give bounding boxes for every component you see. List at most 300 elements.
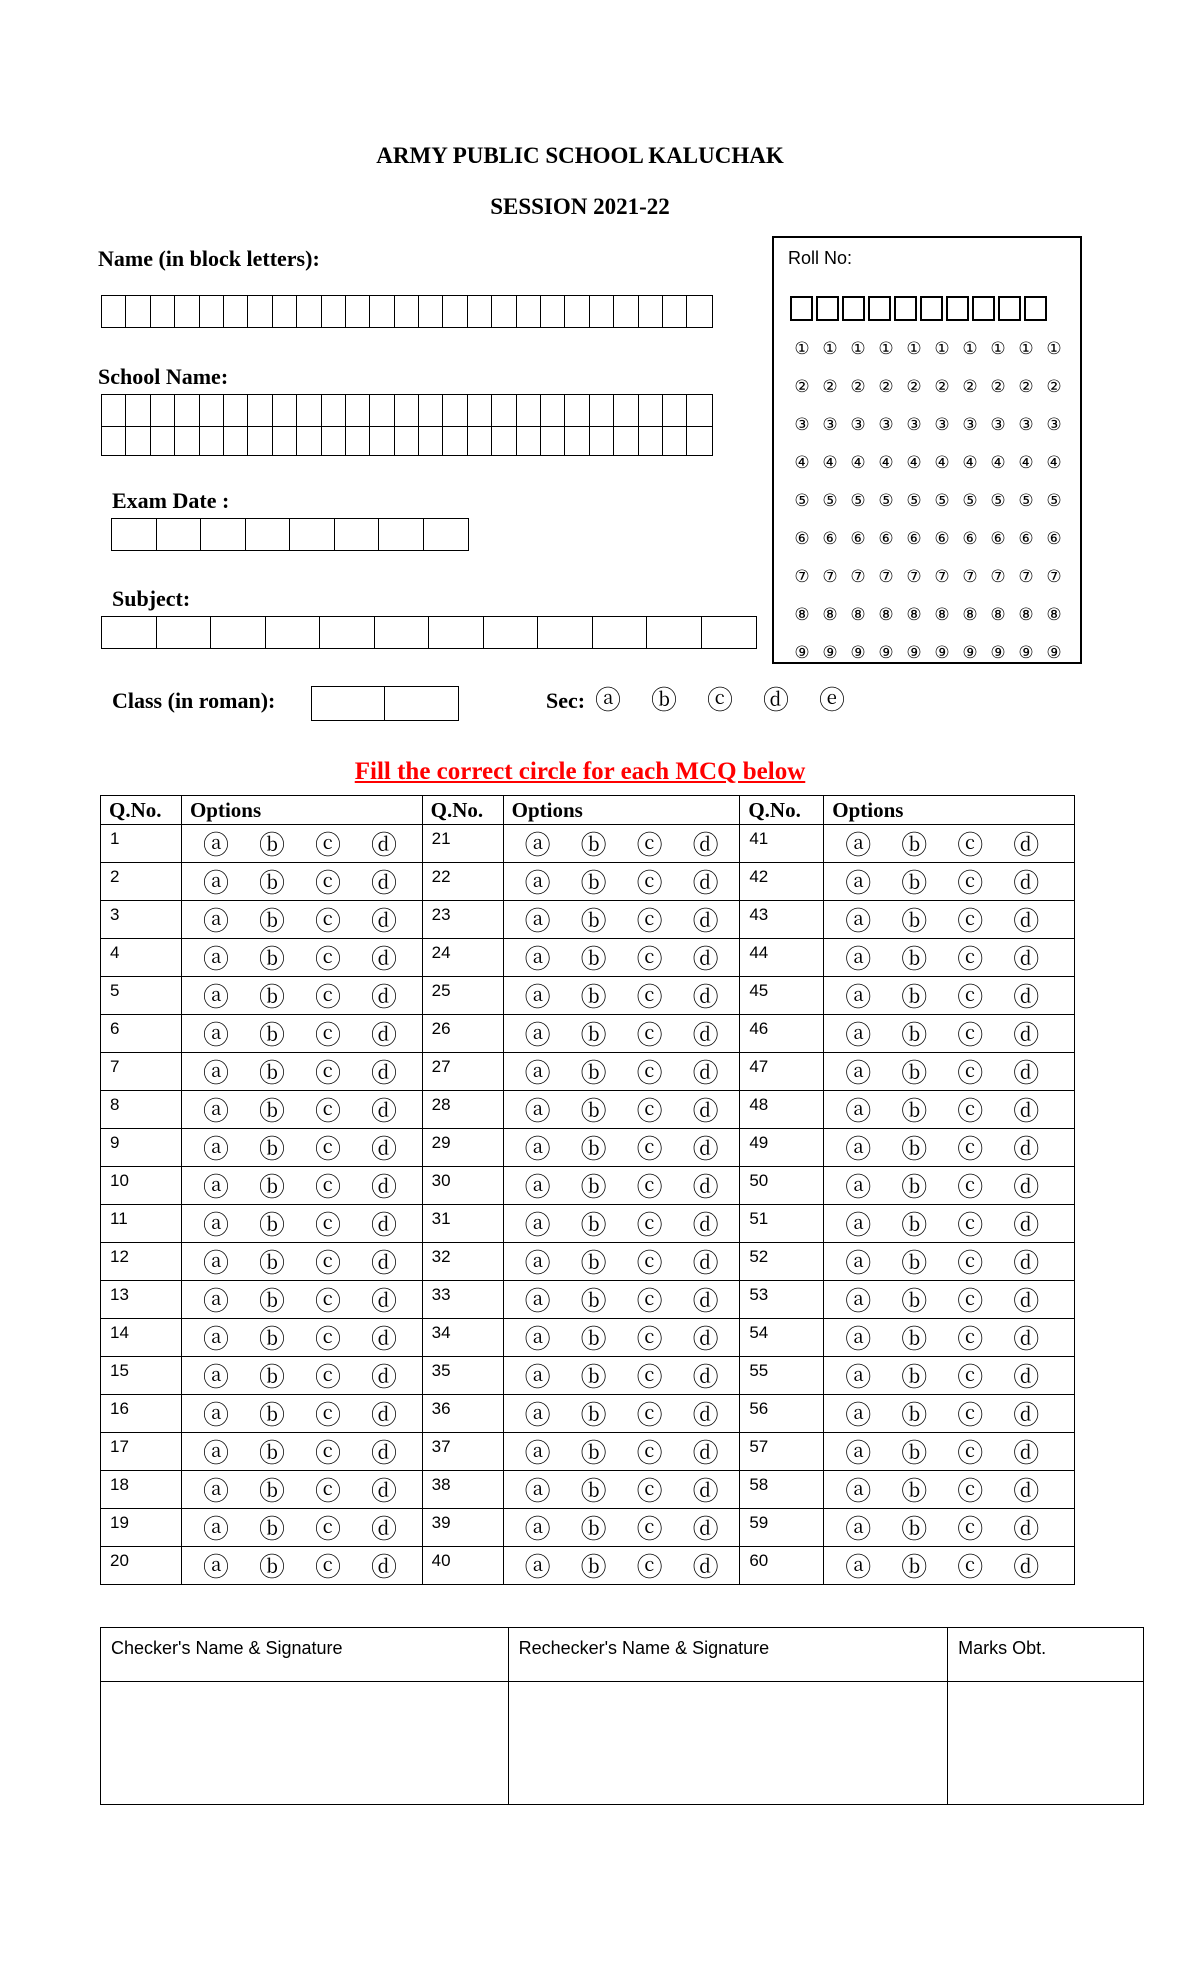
option-bubble[interactable]: ⓑ <box>901 1401 928 1431</box>
option-bubble[interactable]: ⓐ <box>524 869 551 899</box>
letter-box[interactable] <box>297 427 321 455</box>
option-bubble[interactable]: ⓑ <box>258 983 285 1013</box>
roll-digit-box[interactable] <box>790 296 813 321</box>
letter-box[interactable] <box>590 296 614 327</box>
option-bubble[interactable]: ⓒ <box>636 945 663 975</box>
option-bubble[interactable]: ⓒ <box>957 1059 984 1089</box>
letter-box[interactable] <box>468 427 492 455</box>
option-bubble[interactable]: ⓑ <box>580 1211 607 1241</box>
roll-digit-bubble[interactable]: ① <box>934 339 950 358</box>
option-bubble[interactable]: ⓐ <box>845 1021 872 1051</box>
option-bubble[interactable]: ⓑ <box>580 1249 607 1279</box>
option-bubble[interactable]: ⓒ <box>314 1059 341 1089</box>
letter-box[interactable] <box>248 395 272 426</box>
roll-digit-box[interactable] <box>842 296 865 321</box>
option-bubble[interactable]: ⓐ <box>845 1097 872 1127</box>
option-bubble[interactable]: ⓓ <box>370 1021 397 1051</box>
option-bubble[interactable]: ⓓ <box>692 869 719 899</box>
option-bubble[interactable]: ⓓ <box>1013 907 1040 937</box>
option-bubble[interactable]: ⓐ <box>202 1515 229 1545</box>
option-bubble[interactable]: ⓐ <box>524 831 551 861</box>
option-bubble[interactable]: ⓑ <box>580 1363 607 1393</box>
roll-digit-bubble[interactable]: ⑥ <box>906 529 922 548</box>
option-bubble[interactable]: ⓓ <box>1013 1515 1040 1545</box>
roll-digit-bubble[interactable]: ⑥ <box>878 529 894 548</box>
option-bubble[interactable]: ⓒ <box>314 1097 341 1127</box>
option-bubble[interactable]: ⓓ <box>1013 1097 1040 1127</box>
letter-box[interactable] <box>273 395 297 426</box>
roll-digit-bubble[interactable]: ⑥ <box>794 529 810 548</box>
roll-digit-bubble[interactable]: ① <box>1018 339 1034 358</box>
roll-digit-bubble[interactable]: ⑥ <box>934 529 950 548</box>
letter-box[interactable] <box>273 296 297 327</box>
roll-digit-bubble[interactable]: ⑨ <box>1046 643 1062 662</box>
option-bubble[interactable]: ⓓ <box>1013 1401 1040 1431</box>
option-bubble[interactable]: ⓐ <box>845 1287 872 1317</box>
roll-digit-bubble[interactable]: ⑨ <box>1018 643 1034 662</box>
subject-boxes[interactable] <box>101 616 757 649</box>
option-bubble[interactable]: ⓓ <box>370 945 397 975</box>
letter-box[interactable] <box>419 395 443 426</box>
roll-digit-bubble[interactable]: ⑧ <box>962 605 978 624</box>
option-bubble[interactable]: ⓐ <box>845 1401 872 1431</box>
letter-box[interactable] <box>322 296 346 327</box>
option-bubble[interactable]: ⓐ <box>845 907 872 937</box>
letter-box[interactable] <box>590 427 614 455</box>
option-bubble[interactable]: ⓓ <box>1013 869 1040 899</box>
option-bubble[interactable]: ⓑ <box>901 1173 928 1203</box>
option-bubble[interactable]: ⓑ <box>580 1287 607 1317</box>
option-bubble[interactable]: ⓒ <box>957 1553 984 1583</box>
option-bubble[interactable]: ⓑ <box>258 1097 285 1127</box>
letter-box[interactable] <box>492 296 516 327</box>
option-bubble[interactable]: ⓒ <box>957 945 984 975</box>
option-bubble[interactable]: ⓓ <box>370 1553 397 1583</box>
option-bubble[interactable]: ⓒ <box>314 983 341 1013</box>
option-bubble[interactable]: ⓐ <box>845 1211 872 1241</box>
letter-box[interactable] <box>468 296 492 327</box>
letter-box[interactable] <box>663 296 687 327</box>
option-bubble[interactable]: ⓐ <box>845 1439 872 1469</box>
option-bubble[interactable]: ⓑ <box>901 983 928 1013</box>
roll-digit-bubble[interactable]: ⑦ <box>878 567 894 586</box>
letter-box[interactable] <box>200 296 224 327</box>
letter-box[interactable] <box>290 519 335 550</box>
letter-box[interactable] <box>687 296 711 327</box>
option-bubble[interactable]: ⓓ <box>692 983 719 1013</box>
letter-box[interactable] <box>320 617 375 648</box>
roll-digit-bubble[interactable]: ⑧ <box>990 605 1006 624</box>
letter-box[interactable] <box>590 395 614 426</box>
option-bubble[interactable]: ⓑ <box>901 1363 928 1393</box>
letter-box[interactable] <box>687 427 711 455</box>
letter-box[interactable] <box>663 427 687 455</box>
option-bubble[interactable]: ⓒ <box>636 1135 663 1165</box>
roll-digit-bubble[interactable]: ⑦ <box>934 567 950 586</box>
option-bubble[interactable]: ⓒ <box>636 1059 663 1089</box>
roll-digit-bubble[interactable]: ⑦ <box>906 567 922 586</box>
option-bubble[interactable]: ⓓ <box>1013 1325 1040 1355</box>
option-bubble[interactable]: ⓓ <box>1013 1287 1040 1317</box>
roll-digit-bubble[interactable]: ③ <box>934 415 950 434</box>
roll-digit-box[interactable] <box>920 296 943 321</box>
option-bubble[interactable]: ⓒ <box>636 1249 663 1279</box>
option-bubble[interactable]: ⓐ <box>524 1173 551 1203</box>
option-bubble[interactable]: ⓓ <box>370 1401 397 1431</box>
letter-box[interactable] <box>126 427 150 455</box>
option-bubble[interactable]: ⓐ <box>202 1553 229 1583</box>
section-option-bubble[interactable]: ⓓ <box>762 685 789 715</box>
option-bubble[interactable]: ⓒ <box>636 1515 663 1545</box>
option-bubble[interactable]: ⓑ <box>901 1021 928 1051</box>
option-bubble[interactable]: ⓐ <box>202 1287 229 1317</box>
roll-digit-box[interactable] <box>946 296 969 321</box>
section-option-bubble[interactable]: ⓑ <box>650 685 677 715</box>
roll-digit-box[interactable] <box>1024 296 1047 321</box>
option-bubble[interactable]: ⓒ <box>314 1135 341 1165</box>
option-bubble[interactable]: ⓓ <box>1013 1211 1040 1241</box>
option-bubble[interactable]: ⓑ <box>258 1135 285 1165</box>
roll-digit-bubble[interactable]: ⑦ <box>1046 567 1062 586</box>
option-bubble[interactable]: ⓓ <box>692 1439 719 1469</box>
option-bubble[interactable]: ⓓ <box>370 1173 397 1203</box>
option-bubble[interactable]: ⓓ <box>692 1059 719 1089</box>
option-bubble[interactable]: ⓑ <box>901 1477 928 1507</box>
letter-box[interactable] <box>639 427 663 455</box>
option-bubble[interactable]: ⓑ <box>580 1135 607 1165</box>
roll-digit-bubble[interactable]: ③ <box>850 415 866 434</box>
letter-box[interactable] <box>335 519 380 550</box>
roll-digit-bubble[interactable]: ② <box>1018 377 1034 396</box>
option-bubble[interactable]: ⓐ <box>524 945 551 975</box>
option-bubble[interactable]: ⓐ <box>202 1021 229 1051</box>
option-bubble[interactable]: ⓒ <box>314 945 341 975</box>
roll-digit-bubble[interactable]: ⑥ <box>822 529 838 548</box>
letter-box[interactable] <box>370 427 394 455</box>
option-bubble[interactable]: ⓒ <box>957 1325 984 1355</box>
option-bubble[interactable]: ⓓ <box>692 1477 719 1507</box>
option-bubble[interactable]: ⓐ <box>202 1401 229 1431</box>
letter-box[interactable] <box>429 617 484 648</box>
option-bubble[interactable]: ⓑ <box>258 1249 285 1279</box>
roll-digit-bubble[interactable]: ⑤ <box>850 491 866 510</box>
letter-box[interactable] <box>517 395 541 426</box>
option-bubble[interactable]: ⓓ <box>370 1211 397 1241</box>
option-bubble[interactable]: ⓓ <box>1013 1439 1040 1469</box>
option-bubble[interactable]: ⓓ <box>1013 983 1040 1013</box>
option-bubble[interactable]: ⓓ <box>692 831 719 861</box>
option-bubble[interactable]: ⓒ <box>636 1211 663 1241</box>
letter-box[interactable] <box>224 395 248 426</box>
letter-box[interactable] <box>614 427 638 455</box>
roll-digit-bubble[interactable]: ④ <box>1046 453 1062 472</box>
option-bubble[interactable]: ⓓ <box>370 1059 397 1089</box>
option-bubble[interactable]: ⓐ <box>524 1325 551 1355</box>
option-bubble[interactable]: ⓐ <box>845 983 872 1013</box>
letter-box[interactable] <box>702 617 757 648</box>
option-bubble[interactable]: ⓑ <box>901 1325 928 1355</box>
option-bubble[interactable]: ⓓ <box>692 1515 719 1545</box>
option-bubble[interactable]: ⓓ <box>1013 1553 1040 1583</box>
option-bubble[interactable]: ⓓ <box>370 1363 397 1393</box>
roll-digit-bubble[interactable]: ② <box>878 377 894 396</box>
option-bubble[interactable]: ⓑ <box>580 1059 607 1089</box>
roll-digit-bubble[interactable]: ⑧ <box>906 605 922 624</box>
marks-obtained-field[interactable] <box>948 1682 1144 1805</box>
option-bubble[interactable]: ⓐ <box>524 1021 551 1051</box>
option-bubble[interactable]: ⓑ <box>580 983 607 1013</box>
option-bubble[interactable]: ⓓ <box>370 1439 397 1469</box>
option-bubble[interactable]: ⓑ <box>258 1287 285 1317</box>
option-bubble[interactable]: ⓐ <box>524 1097 551 1127</box>
option-bubble[interactable]: ⓑ <box>580 1477 607 1507</box>
option-bubble[interactable]: ⓐ <box>202 869 229 899</box>
letter-box[interactable] <box>443 296 467 327</box>
letter-box[interactable] <box>248 296 272 327</box>
roll-digit-box[interactable] <box>894 296 917 321</box>
option-bubble[interactable]: ⓓ <box>370 1515 397 1545</box>
roll-digit-bubble[interactable]: ③ <box>822 415 838 434</box>
roll-digit-bubble[interactable]: ⑨ <box>906 643 922 662</box>
letter-box[interactable] <box>541 427 565 455</box>
option-bubble[interactable]: ⓑ <box>580 1325 607 1355</box>
option-bubble[interactable]: ⓒ <box>314 1287 341 1317</box>
option-bubble[interactable]: ⓓ <box>692 907 719 937</box>
rechecker-signature-field[interactable] <box>508 1682 948 1805</box>
option-bubble[interactable]: ⓒ <box>957 1097 984 1127</box>
roll-digit-bubble[interactable]: ① <box>962 339 978 358</box>
letter-box[interactable] <box>370 296 394 327</box>
option-bubble[interactable]: ⓑ <box>258 1477 285 1507</box>
option-bubble[interactable]: ⓒ <box>314 1325 341 1355</box>
option-bubble[interactable]: ⓓ <box>1013 1249 1040 1279</box>
letter-box[interactable] <box>224 427 248 455</box>
letter-box[interactable] <box>614 296 638 327</box>
option-bubble[interactable]: ⓑ <box>580 869 607 899</box>
option-bubble[interactable]: ⓑ <box>901 1553 928 1583</box>
roll-digit-bubble[interactable]: ④ <box>850 453 866 472</box>
letter-box[interactable] <box>200 395 224 426</box>
roll-digit-bubble[interactable]: ③ <box>962 415 978 434</box>
letter-box[interactable] <box>614 395 638 426</box>
roll-digit-bubble[interactable]: ⑥ <box>990 529 1006 548</box>
letter-box[interactable] <box>126 296 150 327</box>
option-bubble[interactable]: ⓒ <box>957 1477 984 1507</box>
option-bubble[interactable]: ⓓ <box>1013 1135 1040 1165</box>
option-bubble[interactable]: ⓒ <box>314 1477 341 1507</box>
option-bubble[interactable]: ⓑ <box>580 1173 607 1203</box>
letter-box[interactable] <box>484 617 539 648</box>
option-bubble[interactable]: ⓓ <box>692 1173 719 1203</box>
option-bubble[interactable]: ⓐ <box>524 1477 551 1507</box>
roll-digit-bubble[interactable]: ① <box>990 339 1006 358</box>
roll-digit-bubble[interactable]: ⑧ <box>878 605 894 624</box>
option-bubble[interactable]: ⓒ <box>636 1021 663 1051</box>
roll-digit-bubble[interactable]: ② <box>1046 377 1062 396</box>
letter-box[interactable] <box>517 427 541 455</box>
option-bubble[interactable]: ⓓ <box>692 945 719 975</box>
roll-digit-bubble[interactable]: ① <box>794 339 810 358</box>
roll-digit-bubble[interactable]: ④ <box>934 453 950 472</box>
letter-box[interactable] <box>248 427 272 455</box>
roll-digit-bubble[interactable]: ⑥ <box>850 529 866 548</box>
roll-digit-bubble[interactable]: ⑤ <box>962 491 978 510</box>
roll-digit-bubble[interactable]: ⑦ <box>1018 567 1034 586</box>
option-bubble[interactable]: ⓑ <box>901 945 928 975</box>
roll-digit-bubble[interactable]: ⑦ <box>990 567 1006 586</box>
option-bubble[interactable]: ⓐ <box>524 1249 551 1279</box>
roll-digit-bubble[interactable]: ⑦ <box>962 567 978 586</box>
roll-digit-bubble[interactable]: ② <box>850 377 866 396</box>
option-bubble[interactable]: ⓐ <box>524 1553 551 1583</box>
roll-digit-bubble[interactable]: ⑧ <box>850 605 866 624</box>
roll-digit-bubble[interactable]: ③ <box>1046 415 1062 434</box>
letter-box[interactable] <box>224 296 248 327</box>
option-bubble[interactable]: ⓐ <box>202 1097 229 1127</box>
roll-digit-bubble[interactable]: ⑨ <box>962 643 978 662</box>
option-bubble[interactable]: ⓑ <box>258 1173 285 1203</box>
roll-digit-bubble[interactable]: ③ <box>794 415 810 434</box>
letter-box[interactable] <box>395 296 419 327</box>
roll-digit-bubble[interactable]: ④ <box>822 453 838 472</box>
option-bubble[interactable]: ⓐ <box>202 1173 229 1203</box>
option-bubble[interactable]: ⓒ <box>314 1515 341 1545</box>
section-option-bubble[interactable]: ⓒ <box>706 685 733 715</box>
roll-digit-bubble[interactable]: ⑧ <box>1018 605 1034 624</box>
option-bubble[interactable]: ⓑ <box>580 1439 607 1469</box>
option-bubble[interactable]: ⓑ <box>258 1439 285 1469</box>
option-bubble[interactable]: ⓓ <box>1013 1477 1040 1507</box>
option-bubble[interactable]: ⓒ <box>636 869 663 899</box>
option-bubble[interactable]: ⓒ <box>957 1363 984 1393</box>
option-bubble[interactable]: ⓑ <box>901 831 928 861</box>
option-bubble[interactable]: ⓒ <box>314 1401 341 1431</box>
option-bubble[interactable]: ⓒ <box>314 1439 341 1469</box>
option-bubble[interactable]: ⓐ <box>845 1059 872 1089</box>
letter-box[interactable] <box>175 427 199 455</box>
option-bubble[interactable]: ⓒ <box>957 1135 984 1165</box>
option-bubble[interactable]: ⓑ <box>258 1211 285 1241</box>
option-bubble[interactable]: ⓐ <box>202 907 229 937</box>
option-bubble[interactable]: ⓓ <box>370 1135 397 1165</box>
option-bubble[interactable]: ⓑ <box>258 831 285 861</box>
option-bubble[interactable]: ⓑ <box>580 907 607 937</box>
option-bubble[interactable]: ⓒ <box>314 1249 341 1279</box>
letter-box[interactable] <box>200 427 224 455</box>
letter-box[interactable] <box>492 427 516 455</box>
option-bubble[interactable]: ⓓ <box>692 1287 719 1317</box>
option-bubble[interactable]: ⓓ <box>692 1553 719 1583</box>
option-bubble[interactable]: ⓓ <box>370 869 397 899</box>
roll-digit-bubble[interactable]: ⑤ <box>906 491 922 510</box>
letter-box[interactable] <box>157 519 202 550</box>
option-bubble[interactable]: ⓓ <box>1013 1059 1040 1089</box>
letter-box[interactable] <box>102 296 126 327</box>
option-bubble[interactable]: ⓒ <box>636 983 663 1013</box>
option-bubble[interactable]: ⓒ <box>957 907 984 937</box>
roll-digit-bubble[interactable]: ⑤ <box>934 491 950 510</box>
letter-box[interactable] <box>379 519 424 550</box>
option-bubble[interactable]: ⓐ <box>524 1287 551 1317</box>
roll-digit-bubble[interactable]: ④ <box>990 453 1006 472</box>
option-bubble[interactable]: ⓑ <box>580 1021 607 1051</box>
letter-box[interactable] <box>346 395 370 426</box>
option-bubble[interactable]: ⓒ <box>957 1021 984 1051</box>
roll-digit-bubble[interactable]: ⑤ <box>794 491 810 510</box>
option-bubble[interactable]: ⓒ <box>314 1363 341 1393</box>
option-bubble[interactable]: ⓒ <box>314 869 341 899</box>
roll-digit-bubble[interactable]: ③ <box>1018 415 1034 434</box>
option-bubble[interactable]: ⓑ <box>901 1515 928 1545</box>
letter-box[interactable] <box>517 296 541 327</box>
option-bubble[interactable]: ⓐ <box>845 1249 872 1279</box>
roll-digit-box[interactable] <box>972 296 995 321</box>
option-bubble[interactable]: ⓐ <box>202 1325 229 1355</box>
school-name-boxes-row2[interactable] <box>101 426 713 456</box>
letter-box[interactable] <box>647 617 702 648</box>
option-bubble[interactable]: ⓓ <box>692 1021 719 1051</box>
letter-box[interactable] <box>297 395 321 426</box>
option-bubble[interactable]: ⓒ <box>636 907 663 937</box>
option-bubble[interactable]: ⓑ <box>258 1515 285 1545</box>
option-bubble[interactable]: ⓐ <box>202 1211 229 1241</box>
letter-box[interactable] <box>370 395 394 426</box>
option-bubble[interactable]: ⓒ <box>636 1401 663 1431</box>
option-bubble[interactable]: ⓐ <box>524 1439 551 1469</box>
option-bubble[interactable]: ⓓ <box>370 1249 397 1279</box>
letter-box[interactable] <box>395 395 419 426</box>
option-bubble[interactable]: ⓐ <box>202 1477 229 1507</box>
option-bubble[interactable]: ⓑ <box>901 1211 928 1241</box>
letter-box[interactable] <box>424 519 469 550</box>
option-bubble[interactable]: ⓐ <box>845 1515 872 1545</box>
option-bubble[interactable]: ⓐ <box>524 1211 551 1241</box>
roll-digit-bubble[interactable]: ② <box>822 377 838 396</box>
option-bubble[interactable]: ⓑ <box>258 1021 285 1051</box>
letter-box[interactable] <box>102 427 126 455</box>
option-bubble[interactable]: ⓒ <box>957 1401 984 1431</box>
roll-digit-bubble[interactable]: ④ <box>1018 453 1034 472</box>
roll-digit-bubble[interactable]: ⑨ <box>934 643 950 662</box>
letter-box[interactable] <box>346 296 370 327</box>
letter-box[interactable] <box>419 427 443 455</box>
roll-digit-bubble[interactable]: ③ <box>878 415 894 434</box>
option-bubble[interactable]: ⓓ <box>692 1249 719 1279</box>
option-bubble[interactable]: ⓑ <box>901 1249 928 1279</box>
letter-box[interactable] <box>266 617 321 648</box>
option-bubble[interactable]: ⓐ <box>524 907 551 937</box>
letter-box[interactable] <box>175 296 199 327</box>
option-bubble[interactable]: ⓓ <box>692 1211 719 1241</box>
roll-digit-bubble[interactable]: ⑦ <box>850 567 866 586</box>
roll-digit-bubble[interactable]: ⑤ <box>1046 491 1062 510</box>
option-bubble[interactable]: ⓓ <box>692 1325 719 1355</box>
option-bubble[interactable]: ⓐ <box>524 1363 551 1393</box>
option-bubble[interactable]: ⓓ <box>1013 1173 1040 1203</box>
roll-digit-bubble[interactable]: ③ <box>990 415 1006 434</box>
letter-box[interactable] <box>541 395 565 426</box>
option-bubble[interactable]: ⓒ <box>636 1439 663 1469</box>
class-boxes[interactable] <box>311 686 459 721</box>
letter-box[interactable] <box>565 296 589 327</box>
option-bubble[interactable]: ⓓ <box>1013 831 1040 861</box>
letter-box[interactable] <box>443 427 467 455</box>
letter-box[interactable] <box>273 427 297 455</box>
letter-box[interactable] <box>102 617 157 648</box>
option-bubble[interactable]: ⓓ <box>1013 1021 1040 1051</box>
option-bubble[interactable]: ⓑ <box>258 1363 285 1393</box>
option-bubble[interactable]: ⓓ <box>370 1097 397 1127</box>
